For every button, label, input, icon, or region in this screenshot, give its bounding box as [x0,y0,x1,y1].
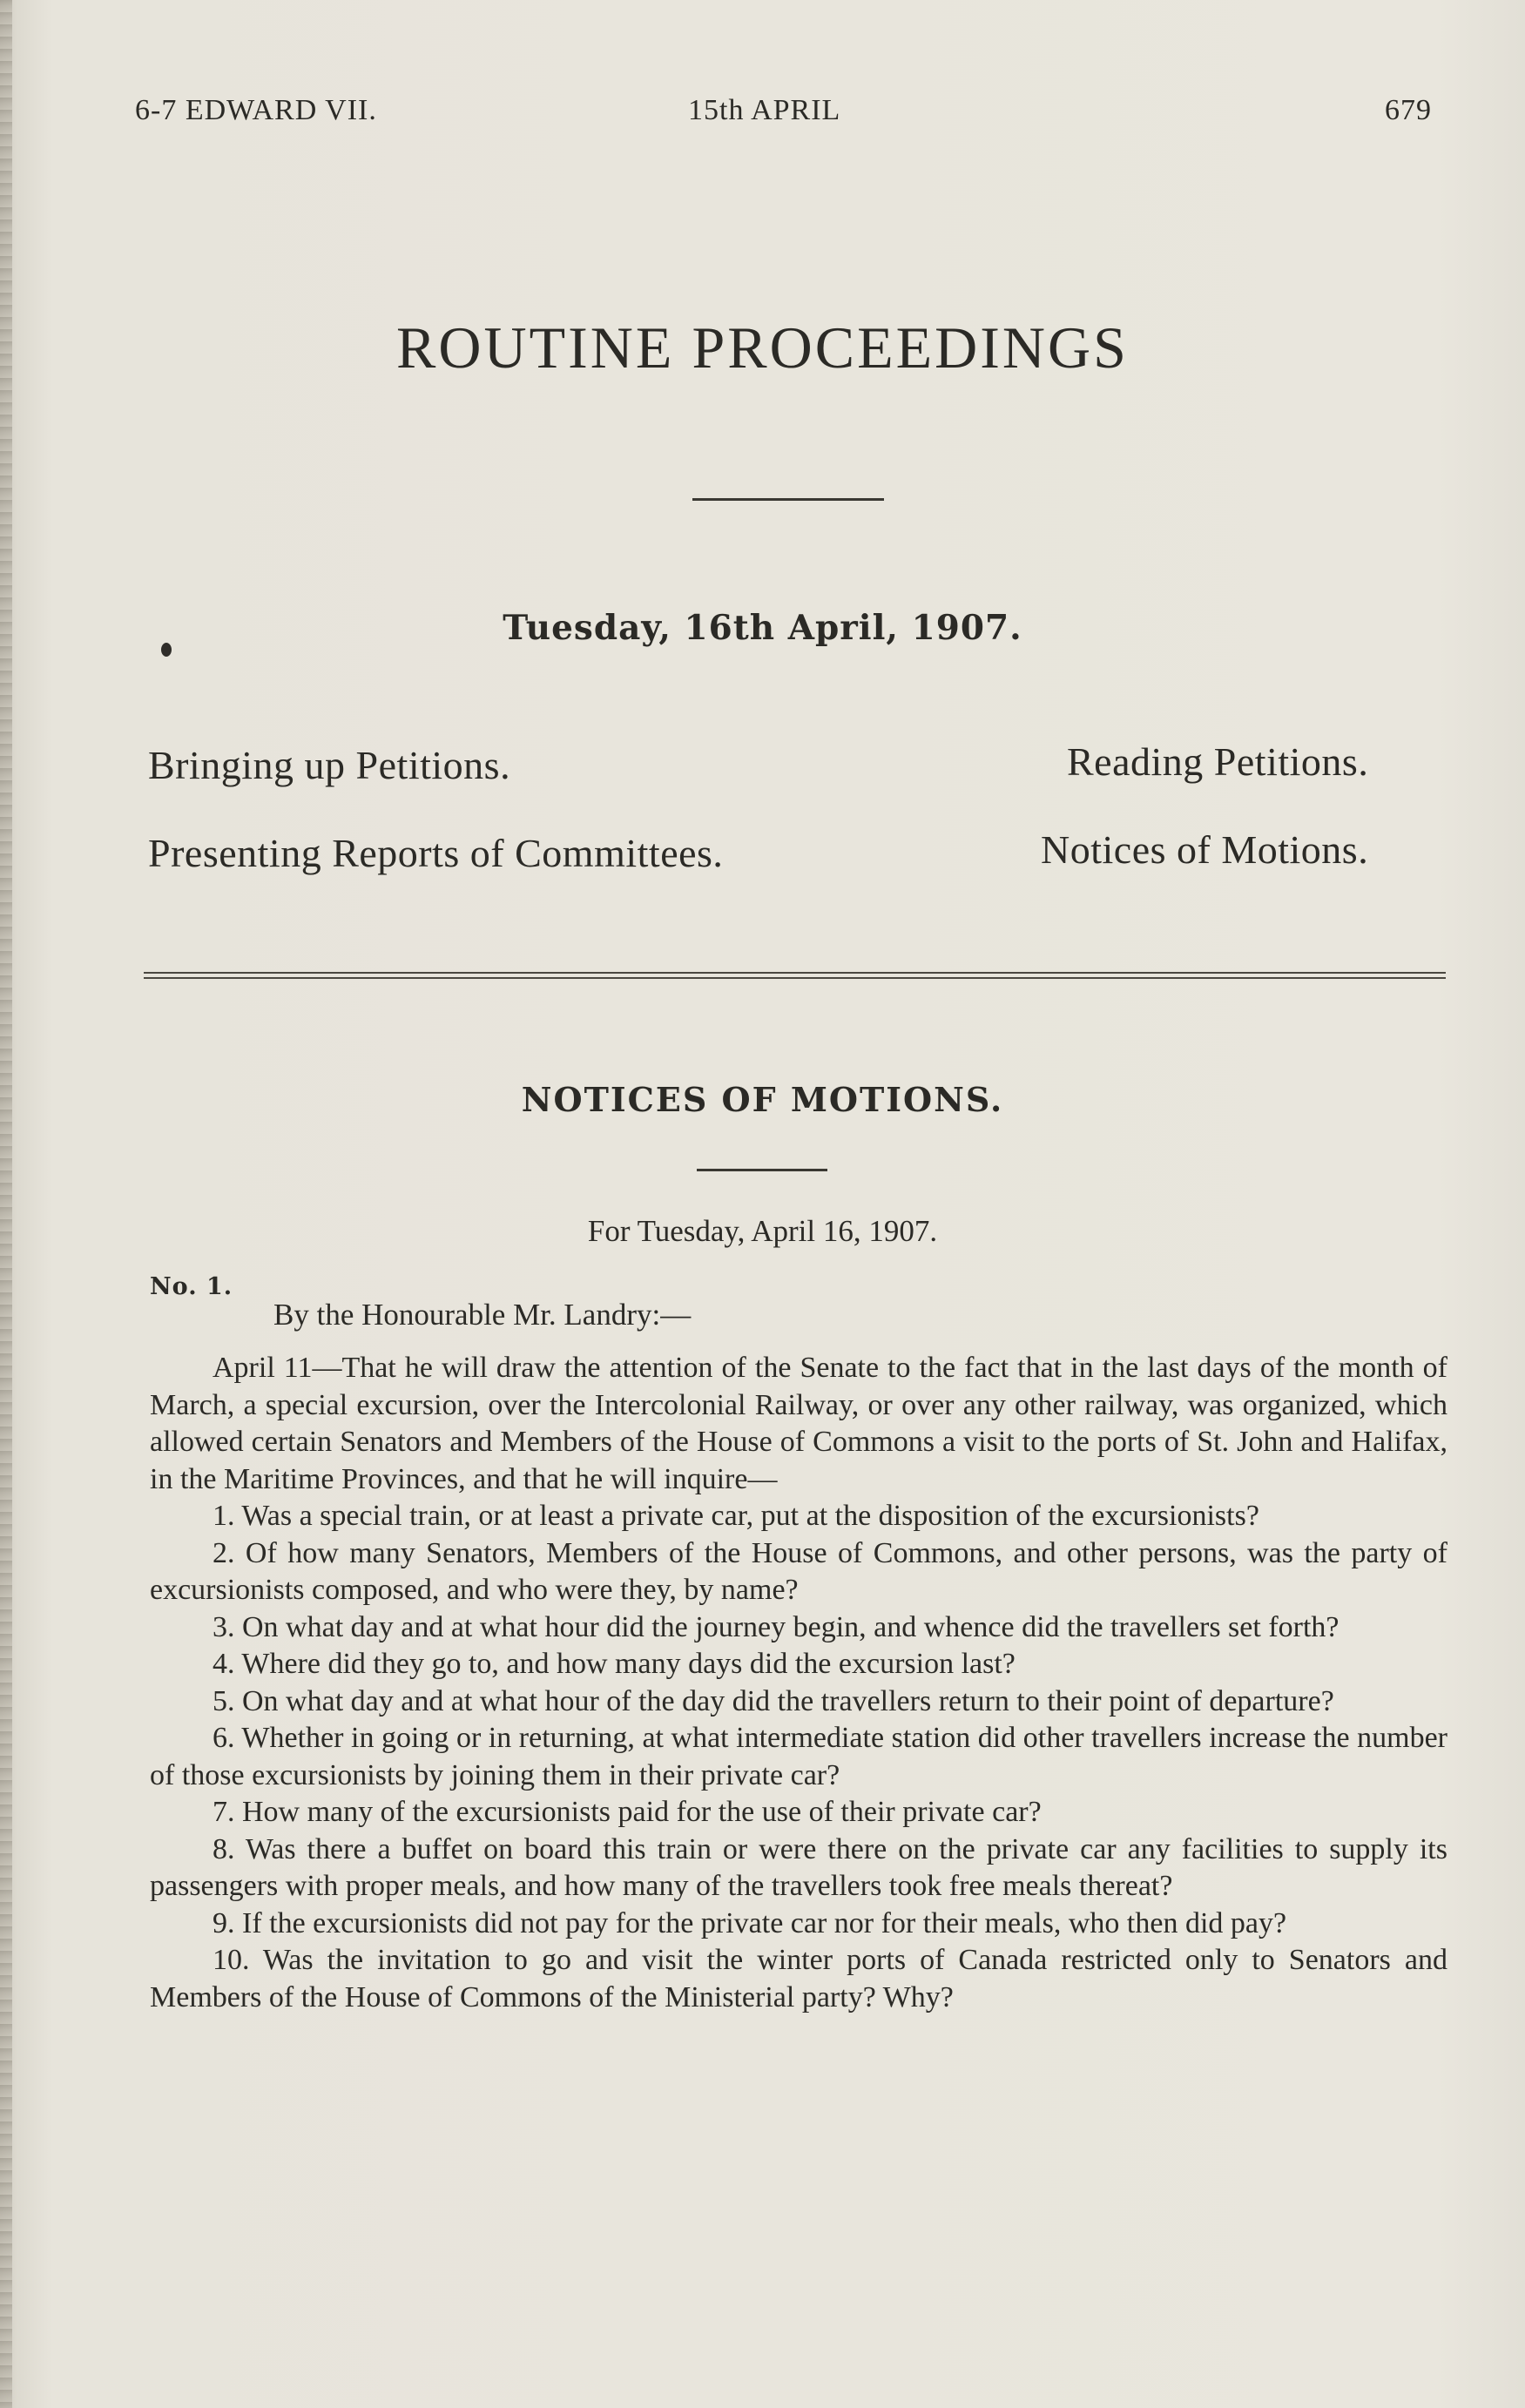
inquiry-item: 7. How many of the excursionists paid for the use of their private car? [213,1796,1042,1828]
notice-date: For Tuesday, April 16, 1907. [587,1214,938,1248]
inquiry-item: 1. Was a special train, or at least a private car, put at the disposition of the excursionists? [213,1500,1259,1532]
running-head-session: 6-7 EDWARD VII. [135,94,377,126]
inquiry-item: 10. Was the invitation to go and visit the winter ports of Canada restricted only to Senators and Members of the House of Commons of the Ministerial party? Why? [150,1944,1447,2013]
routine-item-presenting-reports: Presenting Reports of Committees. [148,831,724,875]
page-title: ROUTINE PROCEEDINGS [396,314,1129,381]
inquiry-item: 9. If the excursionists did not pay for the private car nor for their meals, who then did pay? [213,1906,1287,1939]
sitting-date-heading: Tuesday, 16th April, 1907. [503,608,1022,648]
motion-number: No. 1. [150,1273,233,1300]
inquiry-item: 4. Where did they go to, and how many days did the excursion last? [213,1648,1016,1680]
routine-item-notices-of-motions: Notices of Motions. [1041,827,1369,872]
motion-preamble: April 11—That he will draw the attention of the Senate to the fact that in the last days of the month of March, a special excursion, over the Intercolonial Railway, or over any other railway, was organized, which allowed certain Senators and Members of the House of Commons a visit to the ports of St. John and Halifax, in the Maritime Provinces, and that he will inquire— [150,1352,1447,1495]
section-rule [697,1169,827,1171]
inquiry-item: 2. Of how many Senators, Members of the House of Commons, and other persons, was the party of excursionists composed, and who were they, by name? [150,1536,1447,1606]
inquiry-item: 6. Whether in going or in returning, at what intermediate station did other travellers increase the number of those excursionists by joining them in their private car? [150,1722,1447,1791]
inquiry-item: 3. On what day and at what hour did the journey begin, and whence did the travellers set forth? [213,1610,1339,1643]
section-divider [144,972,1446,979]
title-rule [692,498,884,501]
section-heading: NOTICES OF MOTIONS. [521,1080,1004,1119]
inquiry-item: 5. On what day and at what hour of the day did the travellers return to their point of departure? [213,1684,1334,1717]
routine-item-bringing-up-petitions: Bringing up Petitions. [148,743,511,787]
motion-mover: By the Honourable Mr. Landry:— [273,1298,692,1332]
inquiry-item: 8. Was there a buffet on board this train or were there on the private car any facilities to supply its passengers with proper meals, and how many of the travellers took free meals thereat? [150,1832,1447,1902]
routine-item-reading-petitions: Reading Petitions. [1067,739,1369,784]
motion-text [150,1350,1447,2016]
page-number: 679 [1385,94,1432,126]
running-head-date: 15th APRIL [688,94,841,126]
running-head [135,94,1441,129]
